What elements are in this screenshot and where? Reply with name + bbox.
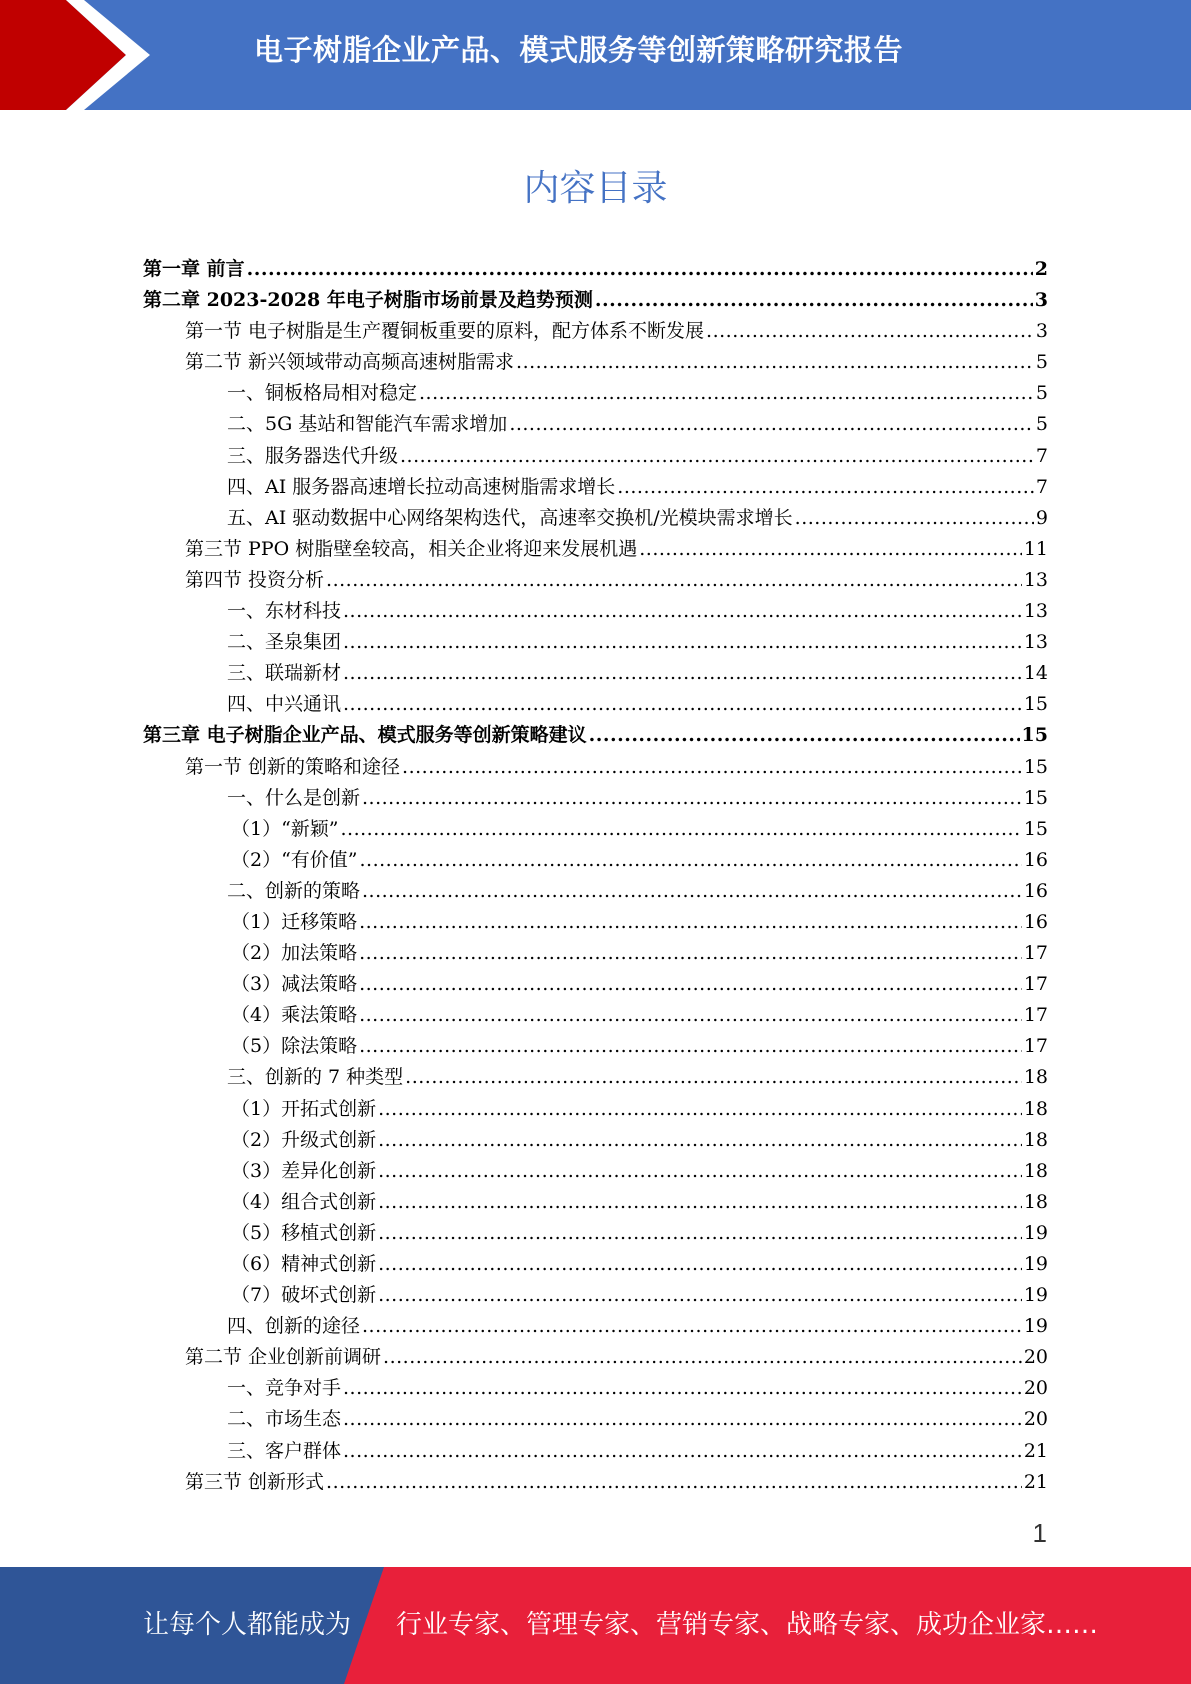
toc-entry-label: （3）差异化创新 [231, 1159, 377, 1182]
toc-entry-page: 17 [1023, 1035, 1048, 1058]
toc-entry[interactable] [143, 1062, 1048, 1093]
toc-entry[interactable] [143, 876, 1048, 907]
toc-leader-dots [362, 787, 1022, 809]
toc-entry-label: （5）移植式创新 [231, 1221, 377, 1244]
toc-leader-dots [378, 1284, 1022, 1306]
toc-entry[interactable] [143, 1187, 1048, 1218]
toc-entry-page: 16 [1023, 848, 1048, 871]
toc-entry-page: 17 [1023, 942, 1048, 965]
toc-entry-page: 17 [1023, 973, 1048, 996]
toc-entry-label: 二、5G 基站和智能汽车需求增加 [227, 413, 508, 436]
toc-entry-page: 18 [1023, 1066, 1048, 1089]
toc-entry-page: 13 [1023, 631, 1048, 654]
toc-entry-label: （5）除法策略 [231, 1035, 358, 1058]
toc-entry[interactable] [143, 1311, 1048, 1342]
header-arrow-decoration [0, 0, 170, 110]
toc-entry-label: （7）破坏式创新 [231, 1284, 377, 1307]
toc-entry-label: 四、AI 服务器高速增长拉动高速树脂需求增长 [227, 475, 616, 498]
toc-leader-dots [378, 1098, 1022, 1120]
toc-entry-page: 19 [1023, 1315, 1048, 1338]
toc-entry-label: 第一章 前言 [143, 258, 245, 280]
toc-entry-label: 第二节 企业创新前调研 [185, 1346, 382, 1369]
toc-entry-page: 13 [1023, 568, 1048, 591]
toc-entry-label: 第三章 电子树脂企业产品、模式服务等创新策略建议 [143, 724, 587, 747]
toc-leader-dots [326, 569, 1022, 591]
toc-entry-label: 第三节 PPO 树脂壁垒较高，相关企业将迎来发展机遇 [185, 537, 638, 560]
report-title: 电子树脂企业产品、模式服务等创新策略研究报告 [254, 33, 904, 67]
toc-entry[interactable] [143, 752, 1048, 783]
toc-entry-label: 一、铜板格局相对稳定 [227, 382, 418, 405]
toc-entry-label: 三、客户群体 [227, 1439, 342, 1462]
toc-entry-page: 21 [1023, 1470, 1048, 1493]
toc-entry-label: 第一节 电子树脂是生产覆铜板重要的原料，配方体系不断发展 [185, 320, 705, 343]
toc-entry-label: （2）“有价值” [231, 848, 358, 871]
toc-entry[interactable] [143, 814, 1048, 845]
toc-entry[interactable] [143, 1156, 1048, 1187]
toc-leader-dots [343, 1377, 1022, 1399]
toc-entry-page: 2 [1034, 258, 1048, 280]
toc-entry[interactable] [143, 845, 1048, 876]
toc-entry-label: （2）升级式创新 [231, 1128, 377, 1151]
toc-leader-dots [362, 880, 1022, 902]
toc-entry[interactable] [143, 1436, 1048, 1467]
toc-leader-dots [795, 507, 1034, 529]
toc-leader-dots [343, 1440, 1022, 1462]
toc-leader-dots [341, 818, 1022, 840]
toc-leader-dots [359, 1004, 1022, 1026]
toc-entry[interactable] [143, 1094, 1048, 1125]
toc-entry-label: 三、联瑞新材 [227, 662, 342, 685]
toc-leader-dots [326, 1471, 1022, 1493]
toc-entry-label: （4）组合式创新 [231, 1190, 377, 1213]
toc-entry-page: 7 [1035, 444, 1048, 467]
toc-entry-page: 17 [1023, 1004, 1048, 1027]
toc-entry-label: （3）减法策略 [231, 973, 358, 996]
toc-entry[interactable] [143, 720, 1048, 751]
toc-leader-dots [706, 320, 1034, 342]
toc-leader-dots [359, 942, 1022, 964]
toc-entry[interactable] [143, 1373, 1048, 1404]
toc-entry[interactable] [143, 409, 1048, 440]
toc-entry[interactable] [143, 347, 1048, 378]
toc-entry-label: 一、什么是创新 [227, 786, 361, 809]
toc-entry[interactable] [143, 658, 1048, 689]
toc-entry-page: 20 [1023, 1408, 1048, 1431]
toc-entry-label: 二、创新的策略 [227, 879, 361, 902]
toc-entry[interactable] [143, 254, 1048, 285]
toc-entry-page: 15 [1021, 724, 1048, 747]
toc-entry-page: 18 [1023, 1190, 1048, 1213]
toc-leader-dots [378, 1253, 1022, 1275]
toc-entry-page: 5 [1035, 351, 1048, 374]
toc-leader-dots [589, 724, 1020, 746]
toc-leader-dots [639, 538, 1022, 560]
toc-leader-dots [359, 1035, 1022, 1057]
toc-entry-page: 9 [1035, 506, 1048, 529]
toc-entry-label: （1）“新颖” [231, 817, 339, 840]
toc-entry[interactable] [143, 969, 1048, 1000]
toc-leader-dots [343, 662, 1022, 684]
toc-leader-dots [378, 1191, 1022, 1213]
toc-entry[interactable] [143, 1125, 1048, 1156]
toc-entry-page: 3 [1034, 289, 1048, 312]
toc-leader-dots [378, 1160, 1022, 1182]
toc-entry-label: 第一节 创新的策略和途径 [185, 755, 401, 778]
page-number: 1 [1032, 1518, 1047, 1548]
toc-entry-label: （1）迁移策略 [231, 910, 358, 933]
toc-entry[interactable] [143, 596, 1048, 627]
toc-entry-page: 19 [1023, 1284, 1048, 1307]
toc-entry-page: 14 [1023, 662, 1048, 685]
toc-entry[interactable] [143, 1000, 1048, 1031]
toc-leader-dots [405, 1066, 1022, 1088]
toc-entry-label: （2）加法策略 [231, 942, 358, 965]
toc-entry[interactable] [143, 1280, 1048, 1311]
toc-leader-dots [247, 258, 1033, 280]
toc-leader-dots [617, 476, 1034, 498]
toc-entry[interactable] [143, 534, 1048, 565]
toc-entry-page: 19 [1023, 1221, 1048, 1244]
toc-entry[interactable] [143, 378, 1048, 409]
toc-leader-dots [343, 693, 1022, 715]
toc-entry-label: 三、创新的 7 种类型 [227, 1066, 404, 1089]
toc-leader-dots [360, 849, 1022, 871]
toc-entry-label: （1）开拓式创新 [231, 1097, 377, 1120]
toc-entry-label: 五、AI 驱动数据中心网络架构迭代，高速率交换机/光模块需求增长 [227, 506, 793, 529]
toc-leader-dots [402, 756, 1022, 778]
toc-entry[interactable] [143, 1031, 1048, 1062]
toc-entry-label: 第三节 创新形式 [185, 1470, 325, 1493]
toc-entry-label: 一、东材科技 [227, 600, 342, 623]
toc-entry-page: 15 [1023, 817, 1048, 840]
toc-entry[interactable] [143, 1342, 1048, 1373]
toc-leader-dots [419, 382, 1034, 404]
toc-entry-page: 16 [1023, 910, 1048, 933]
toc-leader-dots [400, 445, 1034, 467]
toc-entry[interactable] [143, 689, 1048, 720]
toc-leader-dots [378, 1222, 1022, 1244]
toc-entry[interactable] [143, 938, 1048, 969]
toc-entry-page: 13 [1023, 600, 1048, 623]
page-header [0, 0, 1191, 110]
toc-entry[interactable] [143, 316, 1048, 347]
toc-entry-page: 16 [1023, 879, 1048, 902]
toc-leader-dots [362, 1315, 1022, 1337]
toc-entry-page: 20 [1023, 1346, 1048, 1369]
toc-entry-page: 19 [1023, 1253, 1048, 1275]
toc-entry-page: 15 [1023, 755, 1048, 778]
toc-entry-label: （6）精神式创新 [231, 1253, 377, 1275]
toc-entry[interactable] [143, 783, 1048, 814]
toc-entry[interactable] [143, 565, 1048, 596]
toc-entry-page: 3 [1035, 320, 1048, 343]
toc-leader-dots [595, 289, 1033, 311]
toc-leader-dots [343, 600, 1022, 622]
toc-entry[interactable] [143, 1218, 1048, 1249]
toc-entry[interactable] [143, 1249, 1048, 1280]
toc-entry-page: 7 [1035, 475, 1048, 498]
toc-entry[interactable] [143, 907, 1048, 938]
footer-slogan-left: 让每个人都能成为 [143, 1610, 352, 1640]
toc-leader-dots [378, 1129, 1022, 1151]
toc-leader-dots [359, 973, 1022, 995]
toc-leader-dots [343, 631, 1022, 653]
table-of-contents [143, 254, 1048, 1498]
toc-entry-label: 一、竞争对手 [227, 1377, 342, 1400]
toc-entry[interactable] [143, 1467, 1048, 1498]
toc-leader-dots [383, 1346, 1022, 1368]
toc-entry-label: 第四节 投资分析 [185, 568, 325, 591]
toc-entry[interactable] [143, 472, 1048, 503]
toc-leader-dots [516, 351, 1034, 373]
toc-entry-page: 18 [1023, 1128, 1048, 1151]
toc-entry-page: 20 [1023, 1377, 1048, 1400]
toc-entry-label: 四、中兴通讯 [227, 693, 342, 716]
toc-entry-page: 21 [1023, 1439, 1048, 1462]
toc-entry-label: 第二节 新兴领域带动高频高速树脂需求 [185, 351, 515, 374]
toc-entry[interactable] [143, 441, 1048, 472]
toc-entry-page: 11 [1023, 537, 1048, 560]
toc-leader-dots [359, 911, 1022, 933]
toc-entry-label: 二、市场生态 [227, 1408, 342, 1431]
footer-slogan-right: 行业专家、管理专家、营销专家、战略专家、成功企业家…… [396, 1610, 1099, 1640]
toc-entry-label: 二、圣泉集团 [227, 631, 342, 654]
toc-leader-dots [343, 1408, 1022, 1430]
toc-entry[interactable] [143, 1404, 1048, 1435]
toc-entry-label: 四、创新的途径 [227, 1315, 361, 1338]
toc-entry-page: 5 [1035, 382, 1048, 405]
toc-entry-page: 15 [1023, 693, 1048, 716]
toc-leader-dots [509, 413, 1034, 435]
toc-entry-label: 三、服务器迭代升级 [227, 444, 399, 467]
toc-entry-label: （4）乘法策略 [231, 1004, 358, 1027]
toc-entry-page: 18 [1023, 1097, 1048, 1120]
toc-entry-label: 第二章 2023-2028 年电子树脂市场前景及趋势预测 [143, 289, 593, 312]
page-footer [0, 1567, 1191, 1684]
toc-entry-page: 5 [1035, 413, 1048, 436]
toc-entry[interactable] [143, 285, 1048, 316]
toc-heading: 内容目录 [523, 168, 668, 209]
toc-entry-page: 15 [1023, 786, 1048, 809]
toc-entry[interactable] [143, 503, 1048, 534]
toc-entry[interactable] [143, 627, 1048, 658]
toc-entry-page: 18 [1023, 1159, 1048, 1182]
